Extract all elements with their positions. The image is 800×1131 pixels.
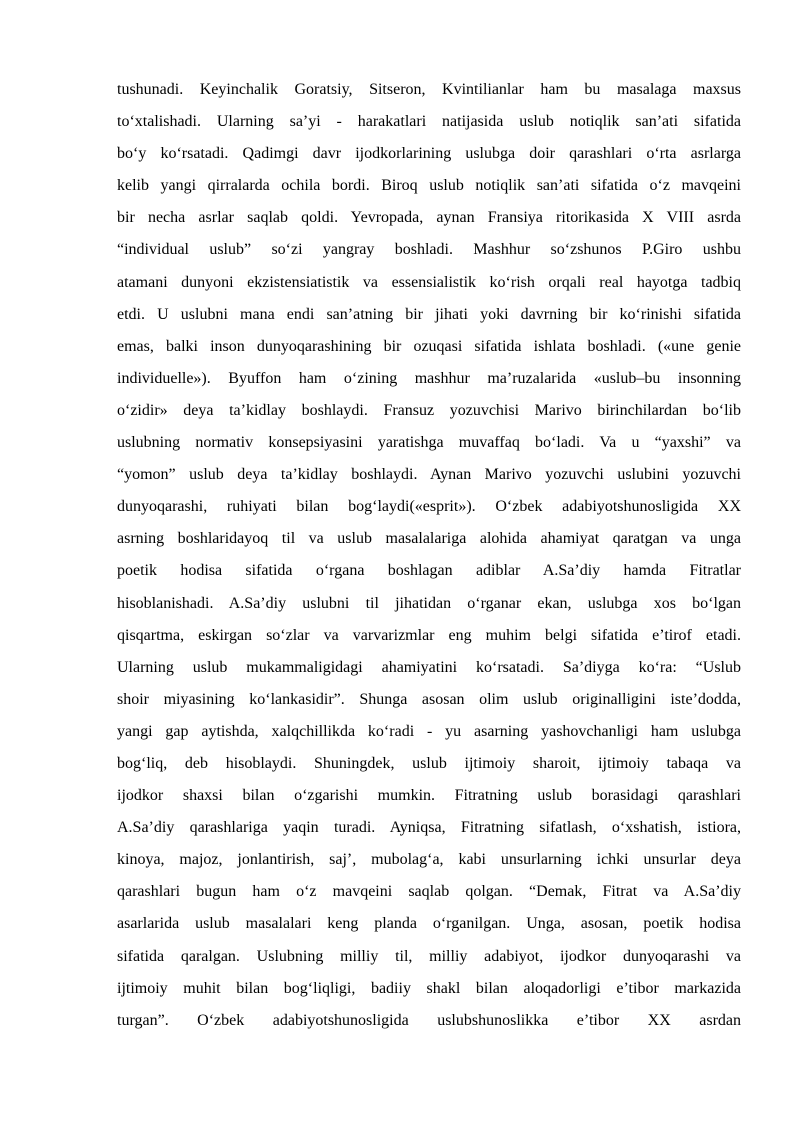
text-line: A.Sa’diy qarashlariga yaqin turadi. Ayniqsa, Fitratning sifatlash, o‘xshatish, istiora,: [117, 819, 741, 837]
text-line: bo‘y ko‘rsatadi. Qadimgi davr ijodkorlarining uslubga doir qarashlari o‘rta asrlarga: [117, 145, 741, 163]
text-line: to‘xtalishadi. Ularning sa’yi - harakatlari natijasida uslub notiqlik san’ati sifatida: [117, 113, 741, 131]
text-line: emas, balki inson dunyoqarashining bir ozuqasi sifatida ishlata boshladi. («une genie: [117, 337, 741, 355]
text-line: kinoya, majoz, jonlantirish, saj’, mubolag‘a, kabi unsurlarning ichki unsurlar deya: [117, 851, 741, 869]
text-line: qisqartma, eskirgan so‘zlar va varvarizmlar eng muhim belgi sifatida e’tirof etadi.: [117, 626, 741, 644]
text-line: shoir miyasining ko‘lankasidir”. Shunga asosan olim uslub originalligini iste’dodda,: [117, 690, 741, 708]
text-line: asarlarida uslub masalalari keng planda o‘rganilgan. Unga, asosan, poetik hodisa: [117, 915, 741, 933]
text-line: o‘zidir» deya ta’kidlay boshlaydi. Fransuz yozuvchisi Marivo birinchilardan bo‘lib: [117, 401, 741, 419]
text-line: uslubning normativ konsepsiyasini yaratishga muvaffaq bo‘ladi. Va u “yaxshi” va: [117, 434, 741, 452]
text-line: turgan”. O‘zbek adabiyotshunosligida uslubshunoslikka e’tibor XX asrdan: [117, 1011, 741, 1029]
text-line: yangi gap aytishda, xalqchillikda ko‘radi - yu asarning yashovchanligi ham uslubga: [117, 722, 741, 740]
text-line: qarashlari bugun ham o‘z mavqeini saqlab qolgan. “Demak, Fitrat va A.Sa’diy: [117, 883, 741, 901]
text-line: etdi. U uslubni mana endi san’atning bir jihati yoki davrning bir ko‘rinishi sifatida: [117, 305, 741, 323]
text-line: bog‘liq, deb hisoblaydi. Shuningdek, uslub ijtimoiy sharoit, ijtimoiy tabaqa va: [117, 754, 741, 772]
text-line: sifatida qaralgan. Uslubning milliy til, milliy adabiyot, ijodkor dunyoqarashi va: [117, 947, 741, 965]
text-line: asrning boshlaridayoq til va uslub masalalariga alohida ahamiyat qaratgan va unga: [117, 530, 741, 548]
text-line: “individual uslub” so‘zi yangray boshladi. Mashhur so‘zshunos P.Giro ushbu: [117, 241, 741, 259]
text-line: Ularning uslub mukammaligidagi ahamiyatini ko‘rsatadi. Sa’diyga ko‘ra: “Uslub: [117, 658, 741, 676]
text-line: tushunadi. Keyinchalik Goratsiy, Sitseron, Kvintilianlar ham bu masalaga maxsus: [117, 81, 741, 98]
text-line: ijtimoiy muhit bilan bog‘liqligi, badiiy shakl bilan aloqadorligi e’tibor markazida: [117, 979, 741, 997]
text-line: individuelle»). Byuffon ham o‘zining mashhur ma’ruzalarida «uslub–bu insonning: [117, 369, 741, 387]
text-line: bir necha asrlar saqlab qoldi. Yevropada, aynan Fransiya ritorikasida X VIII asrda: [117, 209, 741, 227]
text-line: kelib yangi qirralarda ochila bordi. Biroq uslub notiqlik san’ati sifatida o‘z mavqeini: [117, 177, 741, 195]
text-line: dunyoqarashi, ruhiyati bilan bog‘laydi(«esprit»). O‘zbek adabiyotshunosligida XX: [117, 498, 741, 516]
text-line: atamani dunyoni ekzistensiatistik va essensialistik ko‘rish orqali real hayotga tadbiq: [117, 273, 741, 291]
text-line: poetik hodisa sifatida o‘rgana boshlagan adiblar A.Sa’diy hamda Fitratlar: [117, 562, 741, 580]
text-line: ijodkor shaxsi bilan o‘zgarishi mumkin. Fitratning uslub borasidagi qarashlari: [117, 787, 741, 805]
text-line: “yomon” uslub deya ta’kidlay boshlaydi. Aynan Marivo yozuvchi uslubini yozuvchi: [117, 466, 741, 484]
text-line: hisoblanishadi. A.Sa’diy uslubni til jihatidan o‘rganar ekan, uslubga xos bo‘lgan: [117, 594, 741, 612]
document-page: [117, 74, 741, 1037]
